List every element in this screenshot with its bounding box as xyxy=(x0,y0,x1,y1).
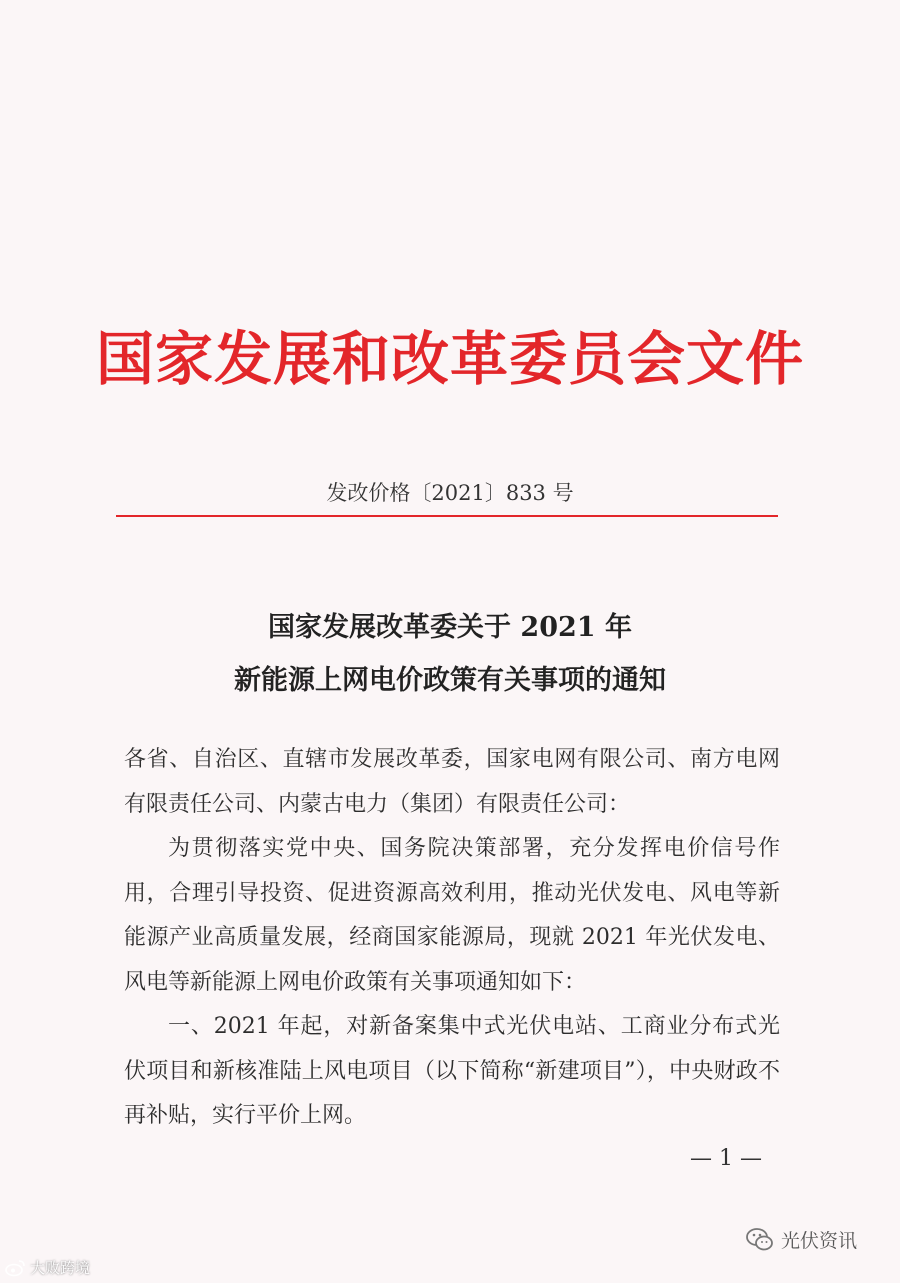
wechat-watermark-label: 光伏资讯 xyxy=(781,1230,858,1252)
document-number: 发改价格〔2021〕833 号 xyxy=(326,481,574,505)
red-separator-line xyxy=(116,515,778,517)
weibo-watermark xyxy=(4,1257,90,1278)
item-one-paragraph: 一、2021 年起，对新备案集中式光伏电站、工商业分布式光伏项目和新核准陆上风电项目（以下简称“新建项目”），中央财政不再补贴，实行平价上网。 xyxy=(124,1014,780,1128)
weibo-watermark-label: 大败跨境 xyxy=(30,1259,91,1277)
page-number: — 1 — xyxy=(690,1146,762,1171)
notice-title-line-2: 新能源上网电价政策有关事项的通知 xyxy=(234,665,666,696)
recipients-paragraph: 各省、自治区、直辖市发展改革委，国家电网有限公司、南方电网有限责任公司、内蒙古电力（集团）有限责任公司： xyxy=(124,747,780,817)
agency-header-title: 国家发展和改革委员会文件 xyxy=(95,325,804,393)
intro-paragraph: 为贯彻落实党中央、国务院决策部署，充分发挥电价信号作用，合理引导投资、促进资源高效利用，推动光伏发电、风电等新能源产业高质量发展，经商国家能源局，现就 2021 年光伏发电、风电等新能源上网电价政策有关事项通知如下： xyxy=(124,836,780,995)
wechat-watermark xyxy=(745,1226,857,1253)
wechat-icon xyxy=(745,1227,775,1253)
notice-title-line-1: 国家发展改革委关于 2021 年 xyxy=(268,612,632,643)
weibo-icon xyxy=(4,1259,26,1277)
notice-body xyxy=(124,738,780,1139)
